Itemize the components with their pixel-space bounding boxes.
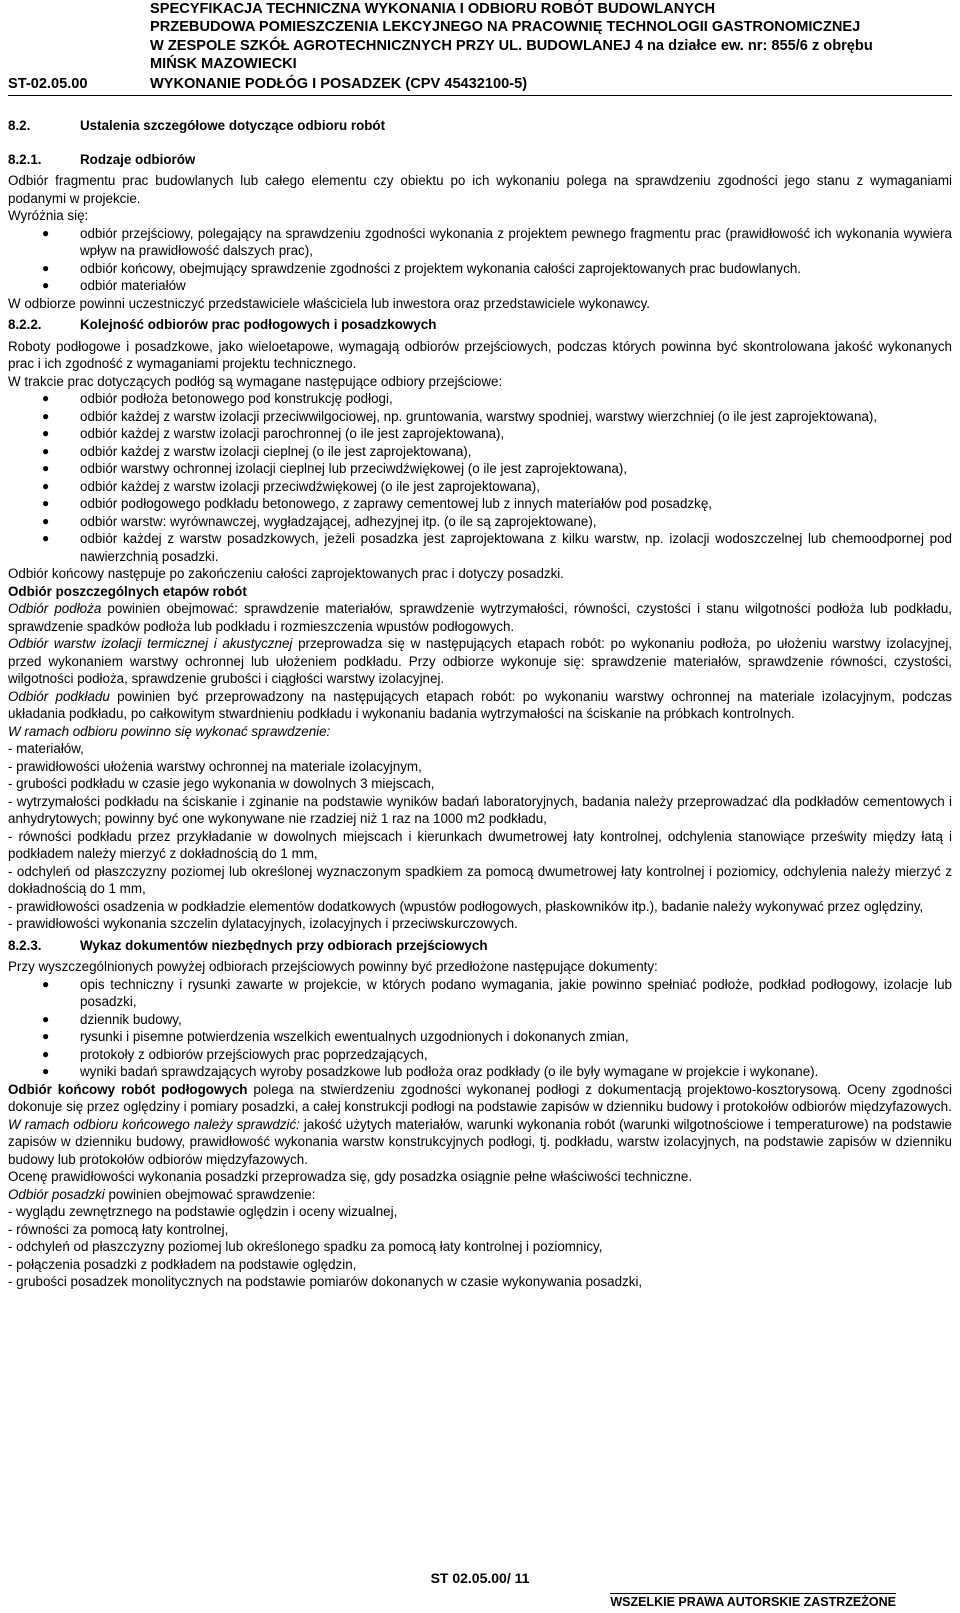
section-heading-8-2 [8, 117, 952, 135]
bullet-icon: ● [42, 1046, 50, 1061]
bullet-icon: ● [42, 426, 50, 440]
list-item [8, 260, 952, 278]
list-item-text: odbiór podłoża betonowego pod konstrukcję podłogi, [80, 391, 393, 406]
dash-item: - prawidłowości wykonania szczelin dylatacyjnych, izolacyjnych i przeciwskurczowych. [8, 916, 518, 931]
section-title: Ustalenia szczegółowe dotyczące odbioru robót [80, 118, 386, 133]
bullet-icon: ● [42, 1029, 50, 1043]
page-footer [0, 1570, 960, 1609]
bold-lead: Odbiór końcowy robót podłogowych [8, 1081, 248, 1097]
list-item [8, 1046, 952, 1064]
header-title-line: W ZESPOLE SZKÓŁ AGROTECHNICZNYCH PRZY UL. BUDOWLANEJ 4 na działce ew. nr: 855/6 z obrębu [150, 37, 873, 54]
list-item-text: odbiór każdej z warstw posadzkowych, jeżeli posadzka jest zaprojektowana z kilku warstw, np. izolacji wodoszczelnej lub chemoodpornej pod nawierzchnią posadzki. [80, 531, 952, 564]
bullet-icon: ● [42, 478, 50, 493]
dash-item: - wyglądu zewnętrznego na podstawie oględzin i oceny wizualnej, [8, 1204, 398, 1219]
bullet-list [8, 976, 952, 1081]
italic-line: W ramach odbioru powinno się wykonać sprawdzenie: [8, 723, 331, 739]
list-item [8, 976, 952, 1011]
paragraph-text: polega na stwierdzeniu zgodności wykonanej podłogi z dokumentacją projektowo-kosztorysową. Oceny zgodności dokonuje się przez oględziny i pomiary posadzki, a całej konstrukcji podłogi na podstawie zapisów w dzienniku budowy i protokołów odbiorów międzyfazowych. [8, 1081, 953, 1114]
paragraph-text: przeprowadza się w następujących etapach robót: po wykonaniu podłoża, po ułożeniu warstwy izolacyjnej, przed wykonaniem warstwy ochronnej lub ułożeniem podkładu. Przy odbiorze wykonuje się: sprawdzenie materiałów, sprawdzenie równości, czystości, wilgotności podłoża, sprawdzenie grubości i ciągłości warstwy izolacyjnej. [8, 636, 953, 686]
paragraph-text: powinien obejmować: sprawdzenie materiałów, sprawdzenie wytrzymałości, równości, czystości i stanu wilgotności podłoża lub podkładu, sprawdzenie spadków podłoża lub podkładu i rozmieszczenia wpustów podłogowych. [8, 601, 952, 634]
list-item-text: rysunki i pisemne potwierdzenia wszelkich ewentualnych uzgodnionych i dokonanych zmian, [80, 1029, 629, 1044]
list-item [8, 495, 952, 513]
list-item [8, 530, 952, 565]
bullet-icon: ● [42, 531, 50, 545]
list-item [8, 1063, 952, 1081]
header-title-line: PRZEBUDOWA POMIESZCZENIA LEKCYJNEGO NA PRACOWNIĘ TECHNOLOGII GASTRONOMICZNEJ [150, 19, 861, 36]
italic-lead: Odbiór podkładu [8, 688, 110, 704]
list-item-text: odbiór warstw: wyrównawczej, wygładzającej, adhezyjnej itp. (o ile są zaprojektowane), [80, 513, 597, 529]
list-item-text: odbiór każdej z warstw izolacji parochronnej (o ile jest zaprojektowana), [80, 426, 505, 441]
paragraph [8, 1116, 952, 1169]
dash-item: - połączenia posadzki z podkładem na podstawie oględzin, [8, 1256, 357, 1272]
section-number: 8.2.2. [8, 317, 42, 332]
list-item-text: protokoły z odbiorów przejściowych prac poprzedzających, [80, 1046, 428, 1062]
section-heading-8-2-2 [8, 316, 952, 334]
bullet-icon: ● [42, 278, 50, 292]
list-item [8, 1011, 952, 1029]
dash-item: - wytrzymałości podkładu na ściskanie i zginanie na podstawie wyników badań laboratoryjnych, badania należy przeprowadzać dla podkładów cementowych i anhydrytowych; powinny być one wykonywane nie rzadziej niż 1 raz na 1000 m2 podkładu, [8, 793, 952, 826]
paragraph: Odbiór końcowy następuje po zakończeniu całości zaprojektowanych prac i dotyczy posadzki. [8, 566, 565, 581]
spec-subtitle: WYKONANIE PODŁÓG I POSADZEK (CPV 45432100-5) [150, 75, 528, 92]
bullet-icon: ● [42, 496, 50, 510]
bullet-icon: ● [42, 260, 50, 275]
bullet-list [8, 390, 952, 565]
list-item [8, 513, 952, 531]
dash-item: - grubości posadzek monolitycznych na podstawie pomiarów dokonanych w czasie wykonywania posadzki, [8, 1274, 643, 1289]
bullet-icon: ● [42, 225, 50, 240]
header-title-line: SPECYFIKACJA TECHNICZNA WYKONANIA I ODBIORU ROBÓT BUDOWLANYCH [150, 1, 716, 17]
dash-item: - prawidłowości ułożenia warstwy ochronnej na materiale izolacyjnym, [8, 758, 422, 774]
list-item [8, 443, 952, 461]
list-item [8, 408, 952, 426]
paragraph: W trakcie prac dotyczących podłóg są wymagane następujące odbiory przejściowe: [8, 373, 503, 389]
bullet-icon: ● [42, 1064, 50, 1078]
list-item [8, 1028, 952, 1046]
dash-item: - równości za pomocą łaty kontrolnej, [8, 1221, 229, 1237]
dash-item: - materiałów, [8, 741, 84, 756]
spacer [8, 139, 952, 147]
paragraph-text: jakość użytych materiałów, warunki wykonania robót (warunki wilgotnościowe i temperaturowe) na podstawie zapisów w dzienniku budowy, prawidłowość wykonania warstw konstrukcyjnych podłogi, tj. podkładu, warstw izolacyjnych, na podstawie zapisów w dzienniku budowy lub protokołów odbiorów międzyfazowych. [8, 1116, 952, 1167]
header-title [150, 0, 952, 74]
bullet-icon: ● [42, 461, 50, 475]
list-item-text: dziennik budowy, [80, 1011, 182, 1027]
copyright-notice: WSZELKIE PRAWA AUTORSKIE ZASTRZEŻONE [610, 1595, 896, 1609]
paragraph: Roboty podłogowe i posadzkowe, jako wieloetapowe, wymagają odbiorów przejściowych, podczas których powinna być skontrolowana jakość wykonanych prac i ich zgodność z wymaganiami projektu technicznego. [8, 338, 952, 371]
list-item [8, 390, 952, 408]
list-item-text: odbiór przejściowy, polegający na sprawdzeniu zgodności wykonania z projektem pewnego fragmentu prac (prawidłowość ich wykonania wywiera wpływ na prawidłowość dalszych prac), [80, 225, 952, 258]
page-header [8, 0, 952, 96]
italic-lead: Odbiór posadzki [8, 1186, 105, 1202]
italic-lead: W ramach odbioru końcowego należy sprawdzić: [8, 1116, 300, 1132]
bullet-icon: ● [42, 513, 50, 528]
header-code-row [8, 75, 952, 93]
section-number: 8.2. [8, 118, 31, 133]
header-title-line: MIŃSK MAZOWIECKI [150, 56, 297, 73]
list-item-text: odbiór końcowy, obejmujący sprawdzenie zgodności z projektem wykonania całości zaprojektowanych prac budowlanych. [80, 260, 801, 276]
list-item [8, 225, 952, 260]
paragraph: W odbiorze powinni uczestniczyć przedstawiciele właściciela lub inwestora oraz przedstawiciele wykonawcy. [8, 295, 651, 311]
list-item [8, 460, 952, 478]
list-item [8, 478, 952, 496]
list-item-text: odbiór każdej z warstw izolacji przeciwwilgociowej, np. gruntowania, warstwy spodniej, warstwy wierzchniej (o ile jest zaprojektowana), [80, 408, 878, 424]
bullet-icon: ● [42, 1011, 50, 1026]
paragraph [8, 600, 952, 635]
section-heading-8-2-1 [8, 151, 952, 169]
paragraph [8, 1081, 952, 1116]
paragraph-text: powinien obejmować sprawdzenie: [104, 1186, 316, 1202]
paragraph-text: powinien być przeprowadzony na następujących etapach robót: po wykonaniu warstwy ochronnej na materiale izolacyjnym, podczas układania podkładu, po całkowitym stwardnieniu podkładu i wykonaniu badania wytrzymałości na ściskanie na próbkach kontrolnych. [8, 688, 953, 721]
header-rule [8, 95, 952, 96]
bullet-icon: ● [42, 976, 50, 991]
italic-lead: Odbiór warstw izolacji termicznej i akustycznej [8, 636, 293, 651]
section-title: Kolejność odbiorów prac podłogowych i posadzkowych [80, 317, 437, 332]
list-item [8, 425, 952, 443]
dash-item: - odchyleń od płaszczyzny poziomej lub określonej wyznaczonym spadkiem za pomocą dwumetrowej łaty kontrolnej i poziomicy, odchylenia należy mierzyć z dokładnością do 1 mm, [8, 863, 952, 896]
document-body [8, 115, 952, 1291]
bullet-list [8, 225, 952, 295]
list-item-text: odbiór każdej z warstw izolacji przeciwdźwiękowej (o ile jest zaprojektowana), [80, 478, 540, 494]
section-heading-8-2-3 [8, 937, 952, 955]
bullet-icon: ● [42, 443, 50, 458]
spec-code: ST-02.05.00 [8, 75, 88, 92]
paragraph [8, 635, 952, 688]
list-item-text: odbiór materiałów [80, 278, 186, 293]
list-item-text: odbiór warstwy ochronnej izolacji cieplnej lub przeciwdźwiękowej (o ile jest zaprojektowana), [80, 461, 628, 476]
bullet-icon: ● [42, 391, 50, 405]
bullet-icon: ● [42, 408, 50, 423]
list-item-text: opis techniczny i rysunki zawarte w projekcie, w których podano wymagania, jakie powinno spełniać podłoże, podkład podłogowy, izolacje lub posadzki, [80, 976, 952, 1009]
section-number: 8.2.3. [8, 937, 42, 953]
list-item-text: odbiór każdej z warstw izolacji cieplnej (o ile jest zaprojektowana), [80, 443, 472, 459]
section-title: Wykaz dokumentów niezbędnych przy odbiorach przejściowych [80, 937, 488, 953]
page-number: ST 02.05.00/ 11 [430, 1570, 530, 1586]
subheading: Odbiór poszczególnych etapów robót [8, 583, 247, 599]
dash-item: - równości podkładu przez przykładanie w dowolnych miejscach i kierunkach dwumetrowej łaty kontrolnej, odchylenia stanowiące prześwity między łatą i podkładem należy mierzyć z dokładnością do 1 mm, [8, 828, 952, 861]
dash-item: - grubości podkładu w czasie jego wykonania w dowolnych 3 miejscach, [8, 776, 435, 791]
paragraph: Przy wyszczególnionych powyżej odbiorach przejściowych powinny być przedłożone następujące dokumenty: [8, 959, 658, 974]
paragraph: Wyróżnia się: [8, 208, 89, 223]
section-title: Rodzaje odbiorów [80, 151, 196, 167]
paragraph [8, 688, 952, 723]
list-item-text: odbiór podłogowego podkładu betonowego, z zaprawy cementowej lub z innych materiałów pod posadzkę, [80, 496, 712, 511]
paragraph [8, 1186, 952, 1204]
dash-item: - odchyleń od płaszczyzny poziomej lub określonego spadku za pomocą łaty kontrolnej i poziomnicy, [8, 1239, 603, 1254]
paragraph: Odbiór fragmentu prac budowlanych lub całego elementu czy obiektu po ich wykonaniu polega na sprawdzeniu zgodności jego stanu z wymaganiami podanymi w projekcie. [8, 173, 952, 206]
italic-lead: Odbiór podłoża [8, 601, 102, 616]
section-number: 8.2.1. [8, 151, 42, 167]
paragraph: Ocenę prawidłowości wykonania posadzki przeprowadza się, gdy posadzka osiągnie pełne właściwości techniczne. [8, 1169, 693, 1184]
list-item [8, 277, 952, 295]
dash-item: - prawidłowości osadzenia w podkładzie elementów dodatkowych (wpustów podłogowych, płaskowników itp.), badanie należy wykonywać przez oględziny, [8, 898, 924, 914]
list-item-text: wyniki badań sprawdzających wyroby posadzkowe lub podłoża oraz podkłady (o ile były wymagane w projekcie i wykonane). [80, 1064, 819, 1079]
